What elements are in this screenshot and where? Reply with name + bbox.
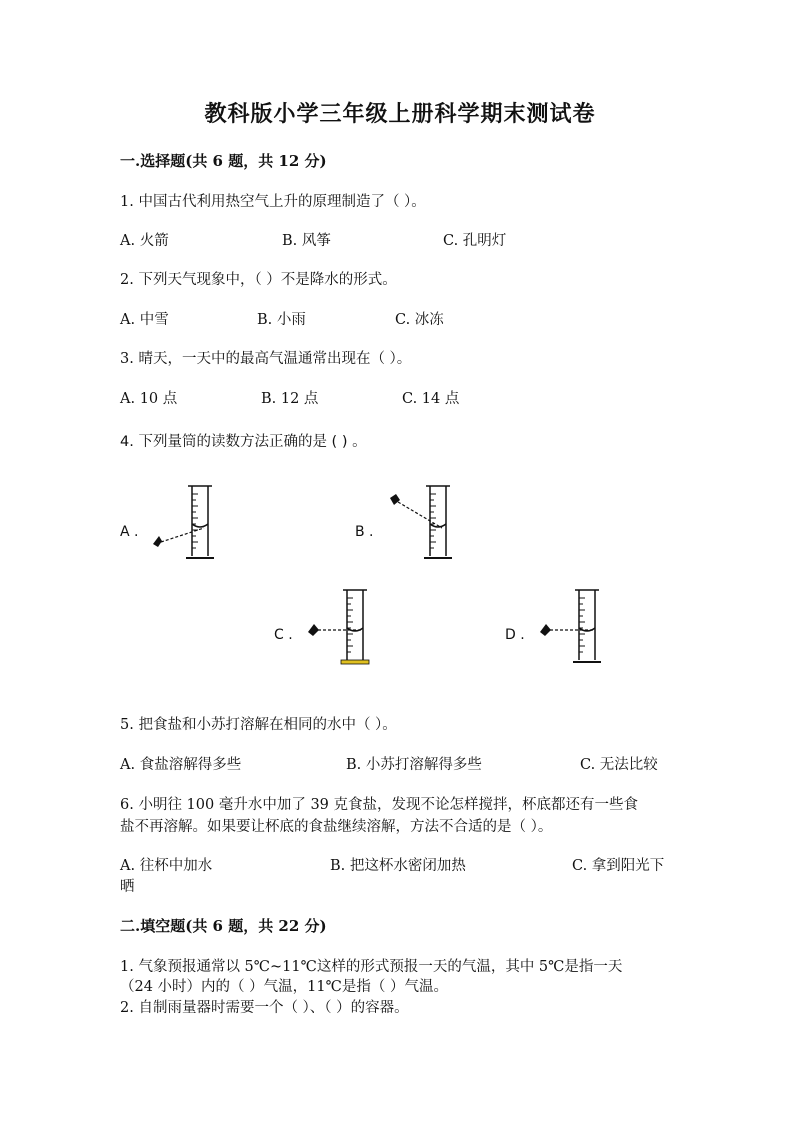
figure-label-a[interactable]: A .	[120, 524, 139, 540]
section-heading-fill-in: 二.填空题(共 6 题，共 22 分)	[120, 917, 327, 935]
question-6-line-2: 盐不再溶解。如果要让杯底的食盐继续溶解，方法不合适的是（ ）。	[120, 819, 553, 835]
question-3: 3. 晴天，一天中的最高气温通常出现在（ ）。	[120, 351, 412, 367]
figure-label-b[interactable]: B .	[355, 524, 374, 540]
eye-icon	[390, 494, 400, 505]
q5-option-a[interactable]: A. 食盐溶解得多些	[120, 757, 242, 773]
figure-label-c[interactable]: C .	[274, 627, 293, 643]
q2-option-c[interactable]: C. 冰冻	[395, 312, 444, 328]
question-4: 4. 下列量筒的读数方法正确的是 ( ) 。	[120, 434, 367, 450]
question-6-line-1: 6. 小明往 100 毫升水中加了 39 克食盐，发现不论怎样搅拌，杯底都还有一些食	[120, 797, 639, 813]
measuring-cylinder-a-figure	[150, 484, 220, 564]
q2-option-a[interactable]: A. 中雪	[120, 312, 169, 328]
fill-question-1-line-2: （24 小时）内的（ ）气温，11℃是指（ ）气温。	[120, 979, 448, 995]
measuring-cylinder-icon	[573, 590, 601, 662]
eye-icon	[308, 624, 319, 636]
measuring-cylinder-icon	[424, 486, 452, 558]
eye-icon	[153, 536, 162, 547]
measuring-cylinder-b-figure	[388, 484, 458, 564]
figure-label-d[interactable]: D .	[505, 627, 525, 643]
q6-option-a[interactable]: A. 往杯中加水	[120, 858, 213, 874]
eye-icon	[540, 624, 551, 636]
q3-option-c[interactable]: C. 14 点	[402, 391, 460, 407]
measuring-cylinder-icon	[186, 486, 214, 558]
q5-option-b[interactable]: B. 小苏打溶解得多些	[346, 757, 482, 773]
section-heading-choice: 一.选择题(共 6 题，共 12 分)	[120, 152, 327, 170]
q6-option-b[interactable]: B. 把这杯水密闭加热	[330, 858, 466, 874]
measuring-cylinder-c-figure	[305, 588, 375, 668]
q3-option-a[interactable]: A. 10 点	[120, 391, 178, 407]
q2-option-b[interactable]: B. 小雨	[257, 312, 306, 328]
q5-option-c[interactable]: C. 无法比较	[580, 757, 658, 773]
q1-option-c[interactable]: C. 孔明灯	[443, 233, 507, 249]
q6-option-c-overflow: 晒	[120, 879, 135, 895]
q6-option-c[interactable]: C. 拿到阳光下	[572, 858, 665, 874]
question-5: 5. 把食盐和小苏打溶解在相同的水中（ ）。	[120, 717, 397, 733]
page-title: 教科版小学三年级上册科学期末测试卷	[204, 101, 596, 127]
question-1: 1. 中国古代利用热空气上升的原理制造了（ ）。	[120, 194, 426, 210]
fill-question-1-line-1: 1. 气象预报通常以 5℃~11℃这样的形式预报一天的气温，其中 5℃是指一天	[120, 959, 623, 975]
q1-option-a[interactable]: A. 火箭	[120, 233, 169, 249]
measuring-cylinder-icon	[341, 590, 369, 664]
fill-question-2: 2. 自制雨量器时需要一个（ ）、（ ）的容器。	[120, 1000, 409, 1016]
q3-option-b[interactable]: B. 12 点	[261, 391, 319, 407]
q1-option-b[interactable]: B. 风筝	[282, 233, 331, 249]
question-2: 2. 下列天气现象中，（ ）不是降水的形式。	[120, 272, 397, 288]
measuring-cylinder-d-figure	[537, 588, 607, 668]
